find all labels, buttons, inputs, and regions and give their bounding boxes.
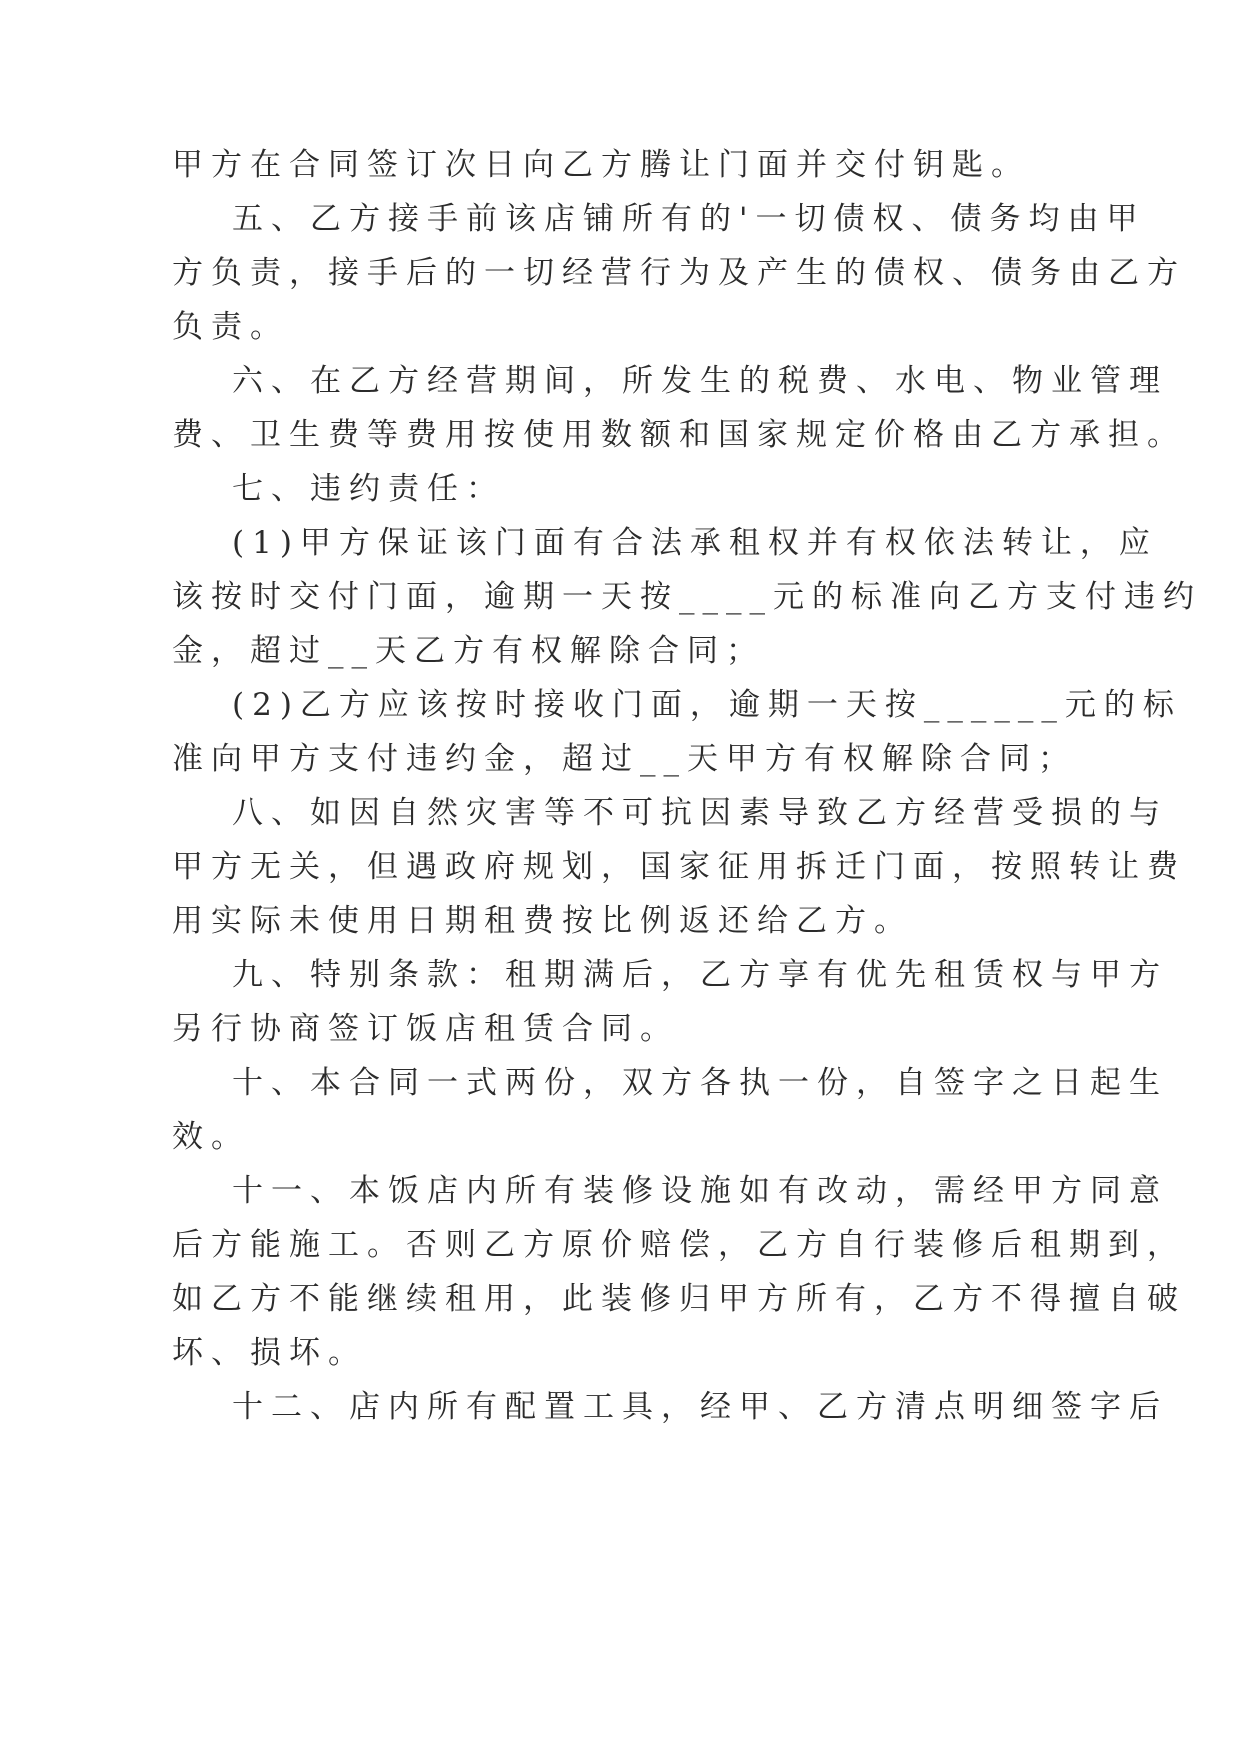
text-line: 负责。 <box>172 309 289 345</box>
text-line: 七、违约责任： <box>232 471 505 507</box>
text-line: 五、乙方接手前该店铺所有的'一切债权、债务均由甲 <box>232 201 1146 237</box>
text-line: (2)乙方应该按时接收门面，逾期一天按______元的标 <box>232 687 1182 723</box>
text-line: 十一、本饭店内所有装修设施如有改动，需经甲方同意 <box>232 1173 1168 1209</box>
text-line: 用实际未使用日期租费按比例返还给乙方。 <box>172 903 913 939</box>
text-line: 坏、损坏。 <box>172 1335 367 1371</box>
text-line: 方负责，接手后的一切经营行为及产生的债权、债务由乙方 <box>172 255 1186 291</box>
text-line: 该按时交付门面，逾期一天按____元的标准向乙方支付违约 <box>172 579 1202 615</box>
text-line: (1)甲方保证该门面有合法承租权并有权依法转让，应 <box>232 525 1158 561</box>
text-line: 九、特别条款：租期满后，乙方享有优先租赁权与甲方 <box>232 957 1168 993</box>
text-line: 金，超过__天乙方有权解除合同； <box>172 633 765 669</box>
text-line: 效。 <box>172 1119 250 1155</box>
text-line: 六、在乙方经营期间，所发生的税费、水电、物业管理 <box>232 363 1168 399</box>
text-line: 如乙方不能继续租用，此装修归甲方所有，乙方不得擅自破 <box>172 1281 1186 1317</box>
text-line: 费、卫生费等费用按使用数额和国家规定价格由乙方承担。 <box>172 417 1186 453</box>
text-line: 甲方无关，但遇政府规划，国家征用拆迁门面，按照转让费 <box>172 849 1186 885</box>
text-line: 后方能施工。否则乙方原价赔偿，乙方自行装修后租期到， <box>172 1227 1186 1263</box>
text-line: 准向甲方支付违约金，超过__天甲方有权解除合同； <box>172 741 1077 777</box>
text-line: 另行协商签订饭店租赁合同。 <box>172 1011 679 1047</box>
text-line: 八、如因自然灾害等不可抗因素导致乙方经营受损的与 <box>232 795 1168 831</box>
text-line: 十、本合同一式两份，双方各执一份，自签字之日起生 <box>232 1065 1168 1101</box>
text-line: 甲方在合同签订次日向乙方腾让门面并交付钥匙。 <box>172 147 1030 183</box>
text-line: 十二、店内所有配置工具，经甲、乙方清点明细签字后 <box>232 1389 1168 1425</box>
